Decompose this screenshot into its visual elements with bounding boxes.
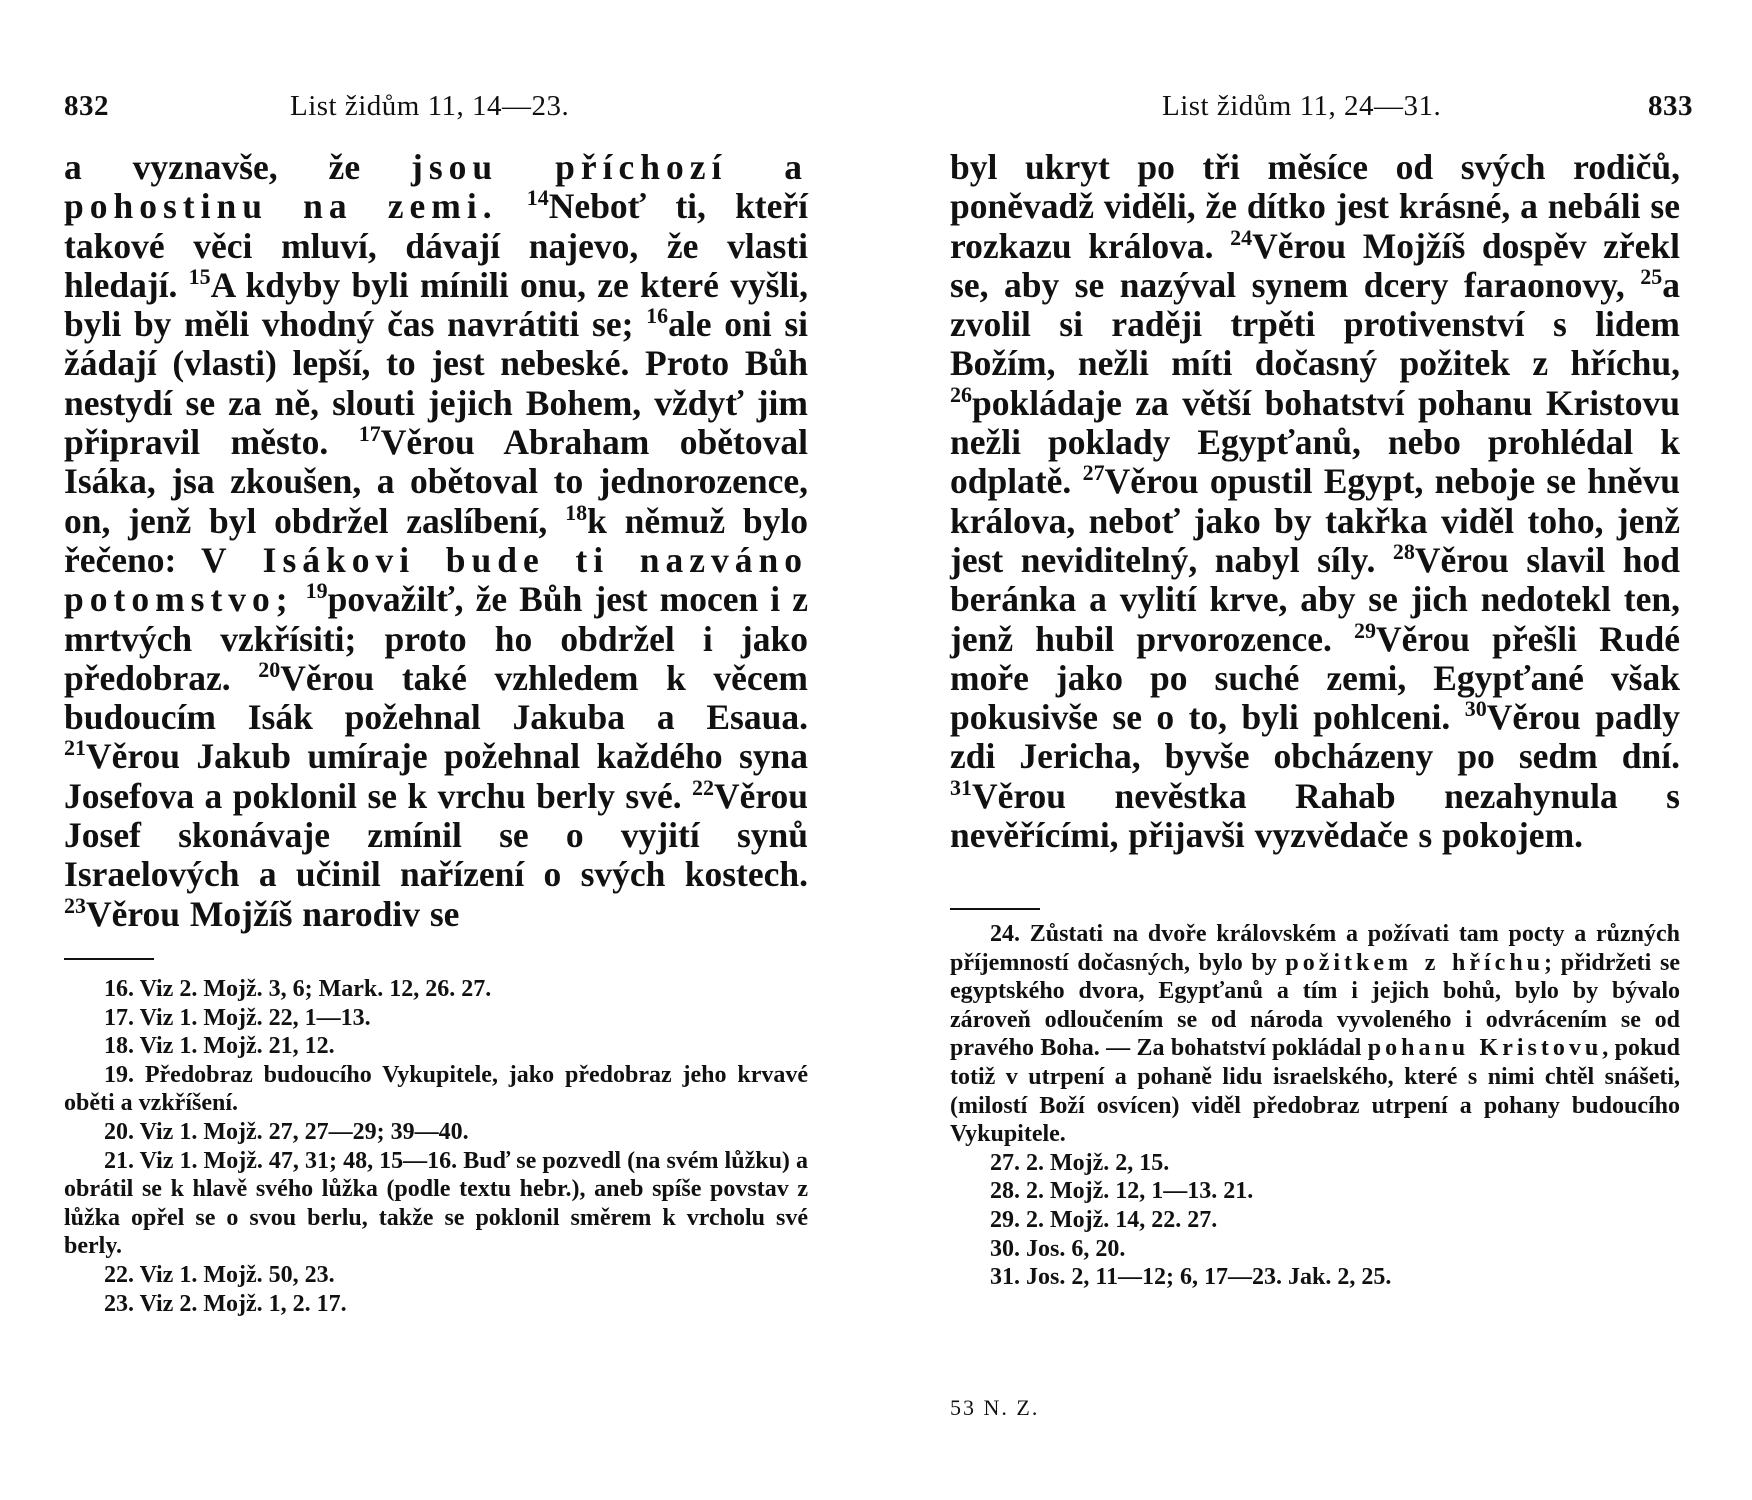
verse-number: 15 [188, 264, 211, 290]
text-segment: k němuž bylo řečeno: [64, 500, 809, 580]
footnotes-right [950, 920, 1680, 1292]
footnote: 16. Viz 2. Mojž. 3, 6; Mark. 12, 26. 27. [104, 976, 492, 1002]
footnote: 18. Viz 1. Mojž. 21, 12. [104, 1033, 335, 1060]
verse-number: 16 [646, 303, 669, 329]
footnote-rule-left [64, 958, 154, 960]
printer-signature: 53 N. Z. [950, 1395, 1040, 1420]
verse-number: 28 [1392, 539, 1415, 565]
footnote-text: , pokud totiž v utrpení a pohaně lidu israelského, které s nimi chtěl snášeti, (milostí Boží osvícen) viděl předobraz utrpení a pohany budoucího Vykupitele. [950, 1035, 1680, 1148]
footnote: 22. Viz 1. Mojž. 50, 23. [104, 1261, 335, 1288]
footnote-text: 24. Zůstati na dvoře královském a požívati tam pocty a různých příjemností dočasných, bylo by [950, 921, 1680, 976]
text-segment: Věrou slavil hod beránka a vylití krve, aby se jich nedotekl ten, jenž hubil prvorozence. [950, 539, 1680, 659]
verse-number: 17 [358, 421, 381, 447]
verse-number: 19 [305, 578, 328, 604]
text-segment: Věrou Abraham obětoval Isáka, jsa zkoušen, a obětoval to jednorozence, on, jenž byl obdržel zaslíbení, [64, 422, 808, 541]
footnote: 21. Viz 1. Mojž. 47, 31; 48, 15—16. Buď se pozvedl (na svém lůžku) a obrátil se k hlavě svého lůžka (podle textu hebr.), aneb spíše povstav z lůžka opřel se o svou berlu, takže se poklonil směrem k vrcholu své berly. [64, 1147, 808, 1260]
body-text-left [64, 148, 808, 934]
text-segment: a vyznavše, že [64, 147, 412, 187]
text-segment: Věrou opustil Egypt, neboje se hněvu králova, neboť jako by takřka viděl toho, jenž jest neviditelný, nabyl síly. [950, 461, 1680, 580]
footnote: 31. Jos. 2, 11—12; 6, 17—23. Jak. 2, 25. [990, 1264, 1392, 1291]
text-segment: A kdyby byli mínili onu, ze které vyšli, byli by měli vhodný čas navrátiti se; [64, 264, 808, 345]
verse-number: 31 [950, 774, 972, 800]
verse-number: 30 [1464, 696, 1487, 722]
verse-number: 20 [258, 657, 281, 683]
text-segment: Věrou Josef skonávaje zmínil se o vyjití synů Israelových a učinil nařízení o svých kostech. [64, 775, 809, 895]
text-segment: Neboť ti, kteří takové věci mluví, dávají najevo, že vlasti hledají. [64, 186, 809, 305]
footnote-emphasis: pohanu Kristovu [1367, 1035, 1603, 1062]
footnote: 27. 2. Mojž. 2, 15. [990, 1149, 1170, 1176]
verse-number: 21 [64, 735, 86, 761]
footnote: 20. Viz 1. Mojž. 27, 27—29; 39—40. [104, 1118, 469, 1145]
footnote: 23. Viz 2. Mojž. 1, 2. 17. [104, 1290, 347, 1317]
text-segment: Věrou padly zdi Jericha, byvše obcházeny po sedm dní. [950, 697, 1680, 777]
page-number-left: 832 [64, 90, 109, 122]
text-segment: považilť, že Bůh jest mocen i z mrtvých vzkřísiti; proto ho obdržel i jako předobraz. [64, 579, 808, 698]
text-segment: Věrou také vzhledem k věcem budoucím Isák požehnal Jakuba a Esaua. [64, 657, 809, 738]
footnote: 29. 2. Mojž. 14, 22. 27. [990, 1206, 1218, 1233]
spaced-emphasis: V Isákovi bude ti nazváno potomstvo; [64, 539, 808, 620]
running-title-left: List židům 11, 14—23. [290, 90, 570, 122]
text-segment: Věrou Mojžíš narodiv se [86, 893, 460, 934]
footnote: 28. 2. Mojž. 12, 1—13. 21. [990, 1178, 1254, 1205]
right-page [876, 0, 1752, 1500]
verse-number: 25 [1640, 264, 1663, 290]
body-text-right [950, 148, 1680, 855]
footnote: 30. Jos. 6, 20. [990, 1235, 1126, 1262]
text-segment: byl ukryt po tři měsíce od svých rodičů, poněvadž viděli, že dítko jest krásné, a nebáli se rozkazu králova. [950, 147, 1680, 266]
footnote-rule-right [950, 908, 1040, 910]
text-segment: Věrou Jakub umíraje požehnal každého syna Josefova a poklonil se k vrchu berly své. [64, 736, 808, 816]
text-segment: a zvolil si raději trpěti protivenství s lidem Božím, nežli míti dočasný požitek z hříchu, [950, 264, 1680, 384]
page-number-right: 833 [1648, 90, 1693, 122]
footnote-24 [950, 920, 1680, 1149]
verse-number: 14 [526, 185, 549, 211]
verse-number: 22 [692, 774, 714, 800]
footnote-emphasis: požitkem z hříchu [1285, 949, 1545, 976]
verse-number: 23 [64, 892, 86, 918]
footnote-text: ; přidržeti se egyptského dvora, Egypťanů a tím i jejich bohů, bylo by bývalo zároveň odloučením se od národa vyvoleného i odvrácením se od pravého Boha. — Za bohatství pokládal [950, 949, 1680, 1062]
text-segment: Věrou přešli Rudé moře jako po suché zemi, Egypťané však pokusivše se o to, byli pohlceni. [950, 618, 1681, 738]
footnote: 19. Předobraz budoucího Vykupitele, jako předobraz jeho krvavé oběti a vzkříšení. [64, 1061, 808, 1117]
verse-number: 27 [1082, 460, 1105, 486]
text-segment: Věrou Mojžíš dospěv zřekl se, aby se nazýval synem dcery faraonovy, [950, 225, 1681, 305]
footnotes-left [64, 975, 808, 1318]
verse-number: 18 [565, 499, 588, 525]
spaced-emphasis: jsou příchozí a pohostinu na zemi. [64, 147, 808, 227]
text-segment: ale oni si žádají (vlasti) lepší, to jest nebeské. Proto Bůh nestydí se za ně, slouti jejich Bohem, vždyť jim připravil město. [64, 304, 809, 463]
verse-number: 26 [950, 381, 972, 407]
text-segment: Věrou nevěstka Rahab nezahynula s nevěřícími, přijavši vyzvědače s pokojem. [950, 775, 1680, 856]
running-title-right: List židům 11, 24—31. [1162, 90, 1442, 122]
verse-number: 24 [1230, 224, 1253, 250]
footnote: 17. Viz 1. Mojž. 22, 1—13. [104, 1004, 371, 1031]
verse-number: 29 [1354, 617, 1377, 643]
text-segment: pokládaje za větší bohatství pohanu Kristovu nežli poklady Egypťanů, nebo prohlédal k odplatě. [950, 382, 1680, 502]
